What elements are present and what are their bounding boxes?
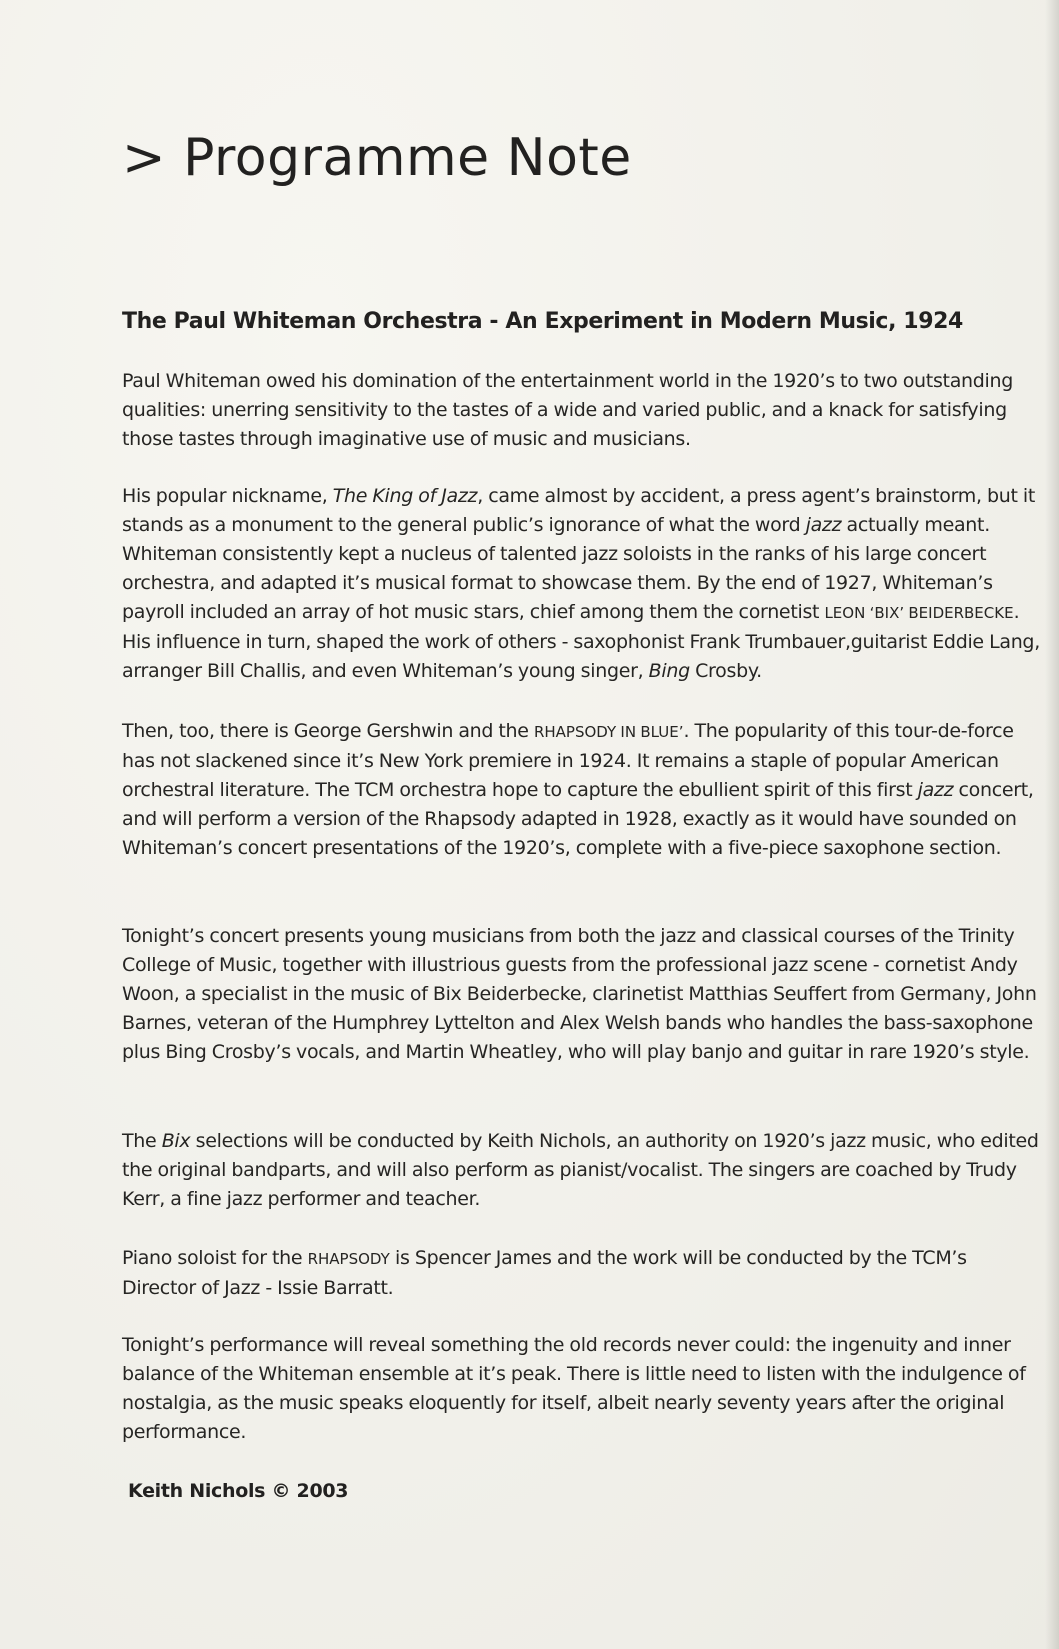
text-span: . His influence in turn, shaped the work of others - saxophonist Frank Trumbauer,guitarist Eddie Lang, arranger Bill Challis, and even Whiteman’s young singer,: [122, 601, 1040, 682]
text-span: Then, too, there is George Gershwin and the: [122, 720, 534, 742]
paragraph-5: [122, 1127, 1042, 1214]
text-span: is Spencer James and the work will be conducted by the TCM’s Director of Jazz - Issie Barratt.: [122, 1247, 967, 1299]
small-caps-text: LEON ‘BIX’ BEIDERBECKE: [824, 604, 1014, 622]
text-span: Crosby.: [689, 660, 762, 682]
paragraph-3: [122, 717, 1042, 863]
text-span: His popular nickname,: [122, 485, 333, 507]
article-subtitle: The Paul Whiteman Orchestra - An Experiment in Modern Music, 1924: [122, 309, 963, 334]
page-edge-shadow: [1045, 0, 1059, 1649]
italic-text: The King of Jazz: [332, 485, 478, 507]
text-span: , came almost by accident, a press agent’s brainstorm, but it stands as a monument to the general public’s ignorance of what the word: [122, 485, 1035, 536]
text-span: Piano soloist for the: [122, 1247, 308, 1269]
paragraph-2: [122, 482, 1042, 686]
italic-text: Bix: [161, 1130, 191, 1152]
paragraph-7: Tonight’s performance will reveal something the old records never could: the ingenuity and inner balance of the Whiteman ensemble at it’s peak. There is little need to listen with the indulgence of nostalgia, as the music speaks eloquently for itself, albeit nearly seventy years after the original performance.: [122, 1334, 1026, 1443]
text-span: actually meant. Whiteman consistently kept a nucleus of talented jazz soloists in the ranks of his large concert orchestra, and adapted it’s musical format to showcase them. By the end of 1927, Whiteman’s payroll included an array of hot music stars, chief among them the cornetist: [122, 514, 993, 623]
paragraph-6: [122, 1244, 1042, 1303]
paragraph-1: Paul Whiteman owed his domination of the entertainment world in the 1920’s to two outstanding qualities: unerring sensitivity to the tastes of a wide and varied public, and a knack for satisfying those tastes through imaginative use of music and musicians.: [122, 370, 1014, 450]
text-span: . The popularity of this tour-de-force has not slackened since it’s New York premiere in 1924. It remains a staple of popular American orchestral literature. The TCM orchestra hope to capture the ebullient spirit of this first: [122, 720, 1014, 801]
text-span: The: [122, 1130, 162, 1152]
text-span: selections will be conducted by Keith Nichols, an authority on 1920’s jazz music, who edited the original bandparts, and will also perform as pianist/vocalist. The singers are coached by Trudy Kerr, a fine jazz performer and teacher.: [122, 1130, 1039, 1210]
italic-text: jazz: [917, 779, 954, 801]
small-caps-text: RHAPSODY IN BLUE’: [533, 723, 684, 741]
italic-text: Bing: [648, 660, 690, 682]
text-span: concert, and will perform a version of the Rhapsody adapted in 1928, exactly as it would have sounded on Whiteman’s concert presentations of the 1920’s, complete with a five-piece saxophone section.: [122, 779, 1034, 859]
author-signature: Keith Nichols © 2003: [128, 1480, 349, 1502]
small-caps-text: RHAPSODY: [307, 1250, 390, 1268]
italic-text: jazz: [805, 514, 842, 536]
page-title: > Programme Note: [122, 128, 632, 188]
paragraph-4: Tonight’s concert presents young musicians from both the jazz and classical courses of the Trinity College of Music, together with illustrious guests from the professional jazz scene - cornetist Andy Woon, a specialist in the music of Bix Beiderbecke, clarinetist Matthias Seuffert from Germany, John Barnes, veteran of the Humphrey Lyttelton and Alex Welsh bands who handles the bass-saxophone plus Bing Crosby’s vocals, and Martin Wheatley, who will play banjo and guitar in rare 1920’s style.: [122, 925, 1037, 1063]
